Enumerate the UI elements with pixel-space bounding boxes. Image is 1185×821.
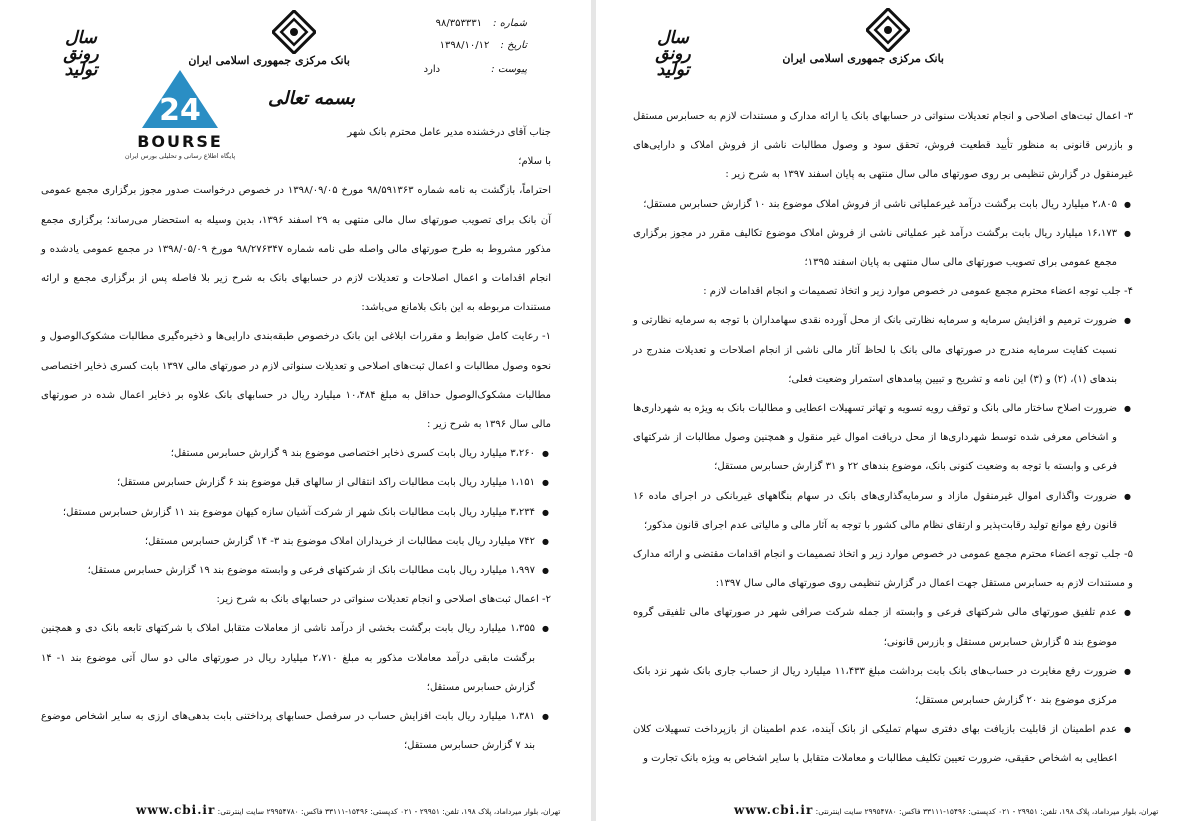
letter-page <box>0 0 591 821</box>
list-item: ● ۱،۹۹۷ میلیارد ریال بابت مطالبات بانک از شرکتهای فرعی و وابسته موضوع بند ۱۹ گزارش حسابرس مستقل؛ <box>41 556 535 585</box>
list-item: ● عدم اطمینان از قابلیت بازیافت بهای دفتری سهام تملیکی از بانک آینده، عدم اطمینان از بازپرداخت تسهیلات کلان اعطایی به اشخاص حقیقی، ضرورت تعیین تکلیف مطالبات و معاملات متقابل با سایر اشخاص به ویژه بانک تجارت و <box>633 715 1117 773</box>
intro-paragraph: احتراماً، بازگشت به نامه شماره ۹۸/۵۹۱۳۶۳ مورخ ۱۳۹۸/۰۹/۰۵ در خصوص درخواست صدور مجوز برگزاری مجمع عمومی آن بانک برای تصویب صورتهای سال مالی منتهی به ۲۹ اسفند ۱۳۹۶، بدین وسیله به استحضار می‌رساند؛ برگزاری مجمع مذکور مشروط به طرح صورتهای مالی واصله طی نامه شماره ۹۸/۲۷۶۳۴۷ مورخ ۱۳۹۸/۰۵/۰۹ در مجمع عمومی یادشده و انجام اقدامات و اعمال اصلاحات و تعدیلات لازم در حسابهای بانک به شرح زیر بلا فاصله پس از برگزاری مجمع و ارائه مستندات مربوطه به این بانک بلامانع می‌باشد: <box>41 185 552 314</box>
list-item: ● عدم تلفیق صورتهای مالی شرکتهای فرعی و وابسته از جمله شرکت صرافی شهر در صورتهای مالی تلفیقی گروه موضوع بند ۵ گزارش حسابرس مستقل و بازرس قانونی؛ <box>633 598 1117 656</box>
letter-attachment-row: پیوست : دارد <box>423 64 527 75</box>
list-item: ● ۷۴۲ میلیارد ریال بابت مطالبات از خریداران املاک موضوع بند ۳- ۱۴ گزارش حسابرس مستقل؛ <box>41 527 535 556</box>
section-5: ۵- جلب توجه اعضاء محترم مجمع عمومی در خصوص موارد زیر و اتخاذ تصمیمات و انجام اقدامات مقتضی و ارائه مدارک و مستندات لازم به حسابرس مستقل جهت اعمال در گزارش تنظیمی روی صورتهای مالی سال ۱۳۹۷: <box>633 549 1133 590</box>
list-item: ● ضرورت ترمیم و افزایش سرمایه و سرمایه نظارتی بانک از محل آورده نقدی سهامداران با توجه به سرمایه نظارتی و نسبت کفایت سرمایه مندرج در صورتهای مالی بانک با لحاظ آثار مالی ناشی از انجام اصلاحات و تعدیلات مندرج در بندهای (۱)، (۲) و (۳) این نامه و تشریح و تبیین پیامدهای استمرار وضعیت فعلی؛ <box>633 306 1117 394</box>
footer-website-link[interactable]: www.cbi.ir <box>136 803 216 817</box>
list-item: ● ۱۶،۱۷۳ میلیارد ریال بابت برگشت درآمد غیر عملیاتی ناشی از فروش املاک موضوع تکالیف مقرر در مجوز برگزاری مجمع عمومی برای تصویب صورتهای مالی سال منتهی به پایان اسفند ۱۳۹۵؛ <box>633 219 1117 277</box>
section-1-list <box>41 439 551 585</box>
section-3: ۳- اعمال ثبت‌های اصلاحی و انجام تعدیلات سنواتی در حسابهای بانک یا ارائه مدارک و مستندات لازم به حسابرس مستقل و بازرس قانونی به منظور تأیید قطعیت فروش، تحقق سود و وصول مطالبات ناشی از فروش املاک و دارایی‌های غیرمنقول در گزارش تنظیمی بر روی صورتهای مالی سال منتهی به پایان اسفند ۱۳۹۷ به شرح زیر : <box>633 111 1133 181</box>
bank-name: بانک مرکزی جمهوری اسلامی ایران <box>782 52 944 65</box>
section-4: ۴- جلب توجه اعضاء محترم مجمع عمومی در خصوص موارد زیر و اتخاذ تصمیمات و انجام اقدامات لازم : <box>703 286 1133 298</box>
bourse-subtitle: پایگاه اطلاع رسانی و تحلیلی بورس ایران <box>124 152 236 160</box>
list-item: ● ضرورت اصلاح ساختار مالی بانک و توقف رویه تسویه و تهاتر تسهیلات اعطایی و مطالبات بانک به ویژه به شهرداری‌ها و اشخاص معرفی شده توسط شهرداری‌ها از محل دریافت اموال غیر منقول و همچنین وصول مطالبات از شرکتهای فرعی و وابسته با توجه به وضعیت کنونی بانک، موضوع بندهای ۲۲ و ۳۱ گزارش حسابرس مستقل؛ <box>633 394 1117 482</box>
section-4-list <box>633 306 1133 540</box>
list-item: ● ۱،۱۵۱ میلیارد ریال بابت مطالبات راکد انتقالی از سالهای قبل موضوع بند ۶ گزارش حسابرس مستقل؛ <box>41 468 535 497</box>
motto-logo: سال رونق تولید <box>655 28 691 80</box>
page-footer <box>130 803 560 817</box>
greeting: با سلام؛ <box>518 156 551 168</box>
letter-body-continued <box>633 102 1133 774</box>
cbi-emblem-icon <box>866 8 910 52</box>
list-item: ● ۳،۲۶۰ میلیارد ریال بابت کسری ذخایر اختصاصی موضوع بند ۹ گزارش حسابرس مستقل؛ <box>41 439 535 468</box>
footer-website-link[interactable]: www.cbi.ir <box>734 803 814 817</box>
list-item: ● ۳،۲۳۴ میلیارد ریال بابت مطالبات بانک شهر از شرکت آشیان سازه کیهان موضوع بند ۱۱ گزارش حسابرس مستقل؛ <box>41 498 535 527</box>
bourse-wordmark: BOURSE <box>137 132 223 151</box>
signature: بسمه تعالی <box>268 88 356 109</box>
letter-number: ۹۸/۳۵۳۳۳۱ <box>435 18 482 29</box>
letter-date-row: تاریخ : ۱۳۹۸/۱۰/۱۲ <box>439 40 527 51</box>
continuation-page <box>596 0 1185 821</box>
section-1: ۱- رعایت کامل ضوابط و مقررات ابلاغی این بانک درخصوص طبقه‌بندی دارایی‌ها و ذخیره‌گیری مطالبات مشکوک‌الوصول و نحوه وصول مطالبات و اعمال ثبت‌های اصلاحی و تعدیلات سنواتی لازم در صورتهای مالی ۱۳۹۷ بابت کسری ذخایر اختصاصی مطالبات مشکوک‌الوصول حداقل به مبلغ ۱۰،۴۸۴ میلیارد ریال در حسابهای بانک علاوه بر ذخایر اعمال شده در صورتهای مالی سال ۱۳۹۶ به شرح زیر : <box>41 331 552 431</box>
svg-text:24: 24 <box>159 93 201 128</box>
list-item: ● ضرورت رفع مغایرت در حساب‌های بانک بابت برداشت مبلغ ۱۱،۴۳۳ میلیارد ریال از حساب جاری بانک شهر نزد بانک مرکزی موضوع بند ۲۰ گزارش حسابرس مستقل؛ <box>633 657 1117 715</box>
section-3-list <box>633 190 1133 278</box>
motto-logo: سال رونق تولید <box>63 28 99 80</box>
letter-attachment: دارد <box>423 64 441 75</box>
cbi-emblem-icon <box>272 10 316 54</box>
footer-address: تهران، بلوار میرداماد، پلاک ۱۹۸، تلفن: ۲۹۹۵۱ - ۰۲۱ کدپستی: ۱۵۴۹۶-۳۳۱۱۱ فاکس: ۲۹۹۵۴۷۸۰ سایت اینترنتی: <box>815 807 1159 816</box>
list-item: ● ۱،۳۸۱ میلیارد ریال بابت افزایش حساب در سرفصل حسابهای پرداختنی بابت بدهی‌های ارزی به سایر اشخاص موضوع بند ۷ گزارش حسابرس مستقل؛ <box>41 702 535 760</box>
list-item: ● ۱،۳۵۵ میلیارد ریال بابت برگشت بخشی از درآمد ناشی از معاملات متقابل املاک با شرکتهای تابعه بانک دی و همچنین برگشت مابقی درآمد معاملات مذکور به مبلغ ۲،۷۱۰ میلیارد ریال در صورتهای مالی دو سال آتی موضوع بند ۱- ۱۴ گزارش حسابرس مستقل؛ <box>41 614 535 702</box>
page-footer <box>728 803 1158 817</box>
section-5-list <box>633 598 1133 773</box>
list-item: ● ۲،۸۰۵ میلیارد ریال بابت برگشت درآمد غیرعملیاتی ناشی از فروش املاک موضوع بند ۱۰ گزارش حسابرس مستقل؛ <box>633 190 1117 219</box>
letter-date: ۱۳۹۸/۱۰/۱۲ <box>439 40 490 51</box>
bank-name: بانک مرکزی جمهوری اسلامی ایران <box>188 54 350 67</box>
section-2-list <box>41 614 551 760</box>
recipient: جناب آقای درخشنده مدیر عامل محترم بانک شهر <box>347 127 551 138</box>
list-item: ● ضرورت واگذاری اموال غیرمنقول مازاد و سرمایه‌گذاری‌های بانک در سهام بنگاههای غیربانکی در اجرای ماده ۱۶ قانون رفع موانع تولید رقابت‌پذیر و ارتقای نظام مالی کشور با توجه به آثار مالی و مالیاتی عدم اجرای قانون مذکور؛ <box>633 482 1117 540</box>
letter-number-row: شماره : ۹۸/۳۵۳۳۳۱ <box>435 18 527 29</box>
section-2: ۲- اعمال ثبت‌های اصلاحی و انجام تعدیلات سنواتی در حسابهای بانک به شرح زیر: <box>216 594 551 606</box>
letter-body <box>41 118 551 760</box>
footer-address: تهران، بلوار میرداماد، پلاک ۱۹۸، تلفن: ۲۹۹۵۱ - ۰۲۱ کدپستی: ۱۵۴۹۶-۳۳۱۱۱ فاکس: ۲۹۹۵۴۷۸۰ سایت اینترنتی: <box>217 807 561 816</box>
